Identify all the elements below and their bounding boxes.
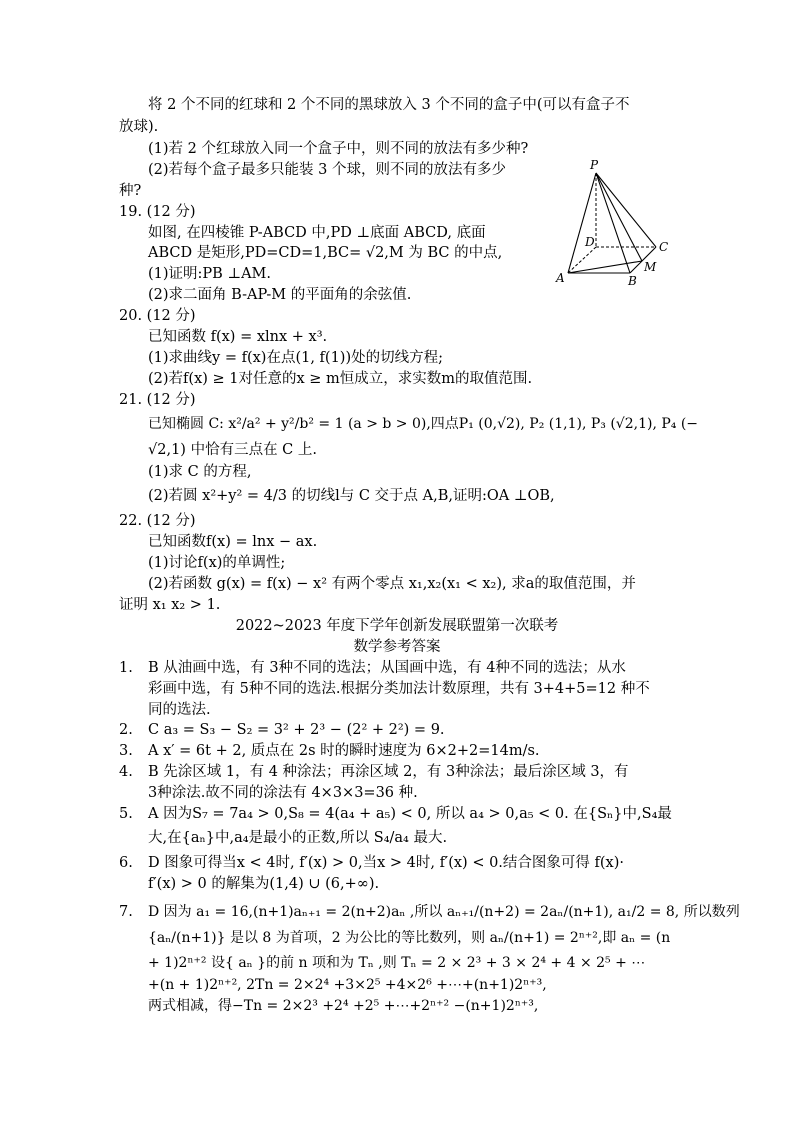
edge-PB — [596, 173, 630, 273]
answer-7-line-1: D 因为 a₁ = 16,(n+1)aₙ₊₁ = 2(n+2)aₙ ,所以 aₙ₊₁/(n+2) = 2aₙ/(n+1), a₁/2 = 8, 所以数列 — [148, 904, 740, 920]
label-M: M — [644, 260, 657, 274]
answers-title: 2022~2023 年度下学年创新发展联盟第一次联考 — [235, 618, 559, 634]
q21-line-1: 已知椭圆 C: x²/a² + y²/b² = 1 (a > b > 0),四点P₁ (0,√2), P₂ (1,1), P₃ (√2,1), P₄ (− — [148, 416, 699, 432]
answer-7-line-3: + 1)2ⁿ⁺² 设{ aₙ }的前 n 项和为 Tₙ ,则 Tₙ = 2 × 2³ + 3 × 2⁴ + 4 × 2⁵ + ⋯ — [148, 955, 646, 971]
label-A: A — [556, 271, 565, 285]
q21-line-2: √2,1) 中恰有三点在 C 上. — [148, 442, 317, 458]
q22-line-1: 已知函数f(x) = lnx − ax. — [148, 534, 318, 550]
answer-4-number: 4. — [119, 764, 133, 780]
answer-7-number: 7. — [119, 904, 133, 920]
q21-heading: 21. (12 分) — [119, 392, 196, 408]
answer-6-line-1: D 图象可得当x < 4时, f′(x) > 0,当x > 4时, f′(x) < 0.结合图象可得 f(x)· — [148, 855, 624, 871]
q18-part-2-cont: 种? — [119, 183, 142, 199]
q20-heading: 20. (12 分) — [119, 308, 196, 324]
q18-part-1: (1)若 2 个红球放入同一个盒子中，则不同的放法有多少种? — [148, 141, 529, 157]
answer-4-line-2: 3种涂法.故不同的涂法有 4×3×3=36 种. — [148, 785, 418, 801]
label-B: B — [628, 274, 637, 288]
answer-7-line-2: {aₙ/(n+1)} 是以 8 为首项，2 为公比的等比数列，则 aₙ/(n+1) = 2ⁿ⁺²,即 aₙ = (n — [148, 930, 671, 946]
q18-line-2: 放球). — [119, 119, 159, 135]
answer-1-line-1: B 从油画中选，有 3种不同的选法；从国画中选，有 4种不同的选法；从水 — [148, 660, 626, 676]
label-P: P — [590, 158, 599, 172]
pyramid-figure — [548, 158, 678, 290]
edge-PA — [568, 173, 596, 273]
q18-line-1: 将 2 个不同的红球和 2 个不同的黑球放入 3 个不同的盒子中(可以有盒子不 — [148, 97, 630, 113]
label-C: C — [659, 240, 669, 254]
q22-part-1: (1)讨论f(x)的单调性; — [148, 555, 286, 571]
answer-1-line-2: 彩画中选，有 5种不同的选法.根据分类加法计数原理，共有 3+4+5=12 种不 — [148, 681, 650, 697]
q21-part-2: (2)若圆 x²+y² = 4/3 的切线l与 C 交于点 A,B,证明:OA ⊥OB, — [148, 488, 555, 504]
answer-7-line-5: 两式相减，得−Tn = 2×2³ +2⁴ +2⁵ +⋯+2ⁿ⁺² −(n+1)2ⁿ⁺³, — [148, 998, 539, 1014]
answers-subtitle: 数学参考答案 — [353, 639, 441, 655]
label-D: D — [585, 235, 595, 249]
answer-4-line-1: B 先涂区域 1，有 4 种涂法；再涂区域 2，有 3种涂法；最后涂区域 3，有 — [148, 764, 629, 780]
answer-6-number: 6. — [119, 855, 133, 871]
answer-3-number: 3. — [119, 743, 133, 759]
edge-AM — [568, 261, 642, 273]
answer-6-line-2: f′(x) > 0 的解集为(1,4) ∪ (6,+∞). — [148, 876, 380, 892]
answer-1-line-3: 同的选法. — [148, 702, 211, 718]
edge-PC — [596, 173, 656, 247]
q22-part-2: (2)若函数 g(x) = f(x) − x² 有两个零点 x₁,x₂(x₁ < x₂), 求a的取值范围，并 — [148, 576, 636, 592]
q22-heading: 22. (12 分) — [119, 513, 196, 529]
q19-line-2: ABCD 是矩形,PD=CD=1,BC= √2,M 为 BC 的中点, — [148, 245, 503, 261]
answer-5-line-2: 大,在{aₙ}中,a₄是最小的正数,所以 S₄/a₄ 最大. — [148, 830, 448, 846]
q18-part-2: (2)若每个盒子最多只能装 3 个球，则不同的放法有多少 — [148, 162, 506, 178]
answer-1-number: 1. — [119, 660, 133, 676]
q20-line-1: 已知函数 f(x) = xlnx + x³. — [148, 329, 328, 345]
answer-2-number: 2. — [119, 722, 133, 738]
answer-7-line-4: +(n + 1)2ⁿ⁺², 2Tn = 2×2⁴ +3×2⁵ +4×2⁶ +⋯+(n+1)2ⁿ⁺³, — [148, 977, 547, 993]
q22-part-2-cont: 证明 x₁ x₂ > 1. — [119, 597, 221, 613]
q20-part-2: (2)若f(x) ≥ 1对任意的x ≥ m恒成立，求实数m的取值范围. — [148, 371, 533, 387]
q21-part-1: (1)求 C 的方程, — [148, 464, 252, 480]
answer-2-line-1: C a₃ = S₃ − S₂ = 3² + 2³ − (2² + 2²) = 9. — [148, 722, 445, 738]
edge-PM — [596, 173, 642, 261]
answer-3-line-1: A x′ = 6t + 2, 质点在 2s 时的瞬时速度为 6×2+2=14m/s. — [148, 743, 540, 759]
answer-5-line-1: A 因为S₇ = 7a₄ > 0,S₈ = 4(a₄ + a₅) < 0, 所以 a₄ > 0,a₅ < 0. 在{Sₙ}中,S₄最 — [148, 806, 672, 822]
q19-heading: 19. (12 分) — [119, 204, 196, 220]
q20-part-1: (1)求曲线y = f(x)在点(1, f(1))处的切线方程; — [148, 350, 444, 366]
q19-part-2: (2)求二面角 B-AP-M 的平面角的余弦值. — [148, 287, 412, 303]
answer-5-number: 5. — [119, 806, 133, 822]
q19-line-1: 如图, 在四棱锥 P-ABCD 中,PD ⊥底面 ABCD, 底面 — [148, 225, 486, 241]
q19-part-1: (1)证明:PB ⊥AM. — [148, 266, 272, 282]
pyramid-diagram — [548, 158, 678, 290]
